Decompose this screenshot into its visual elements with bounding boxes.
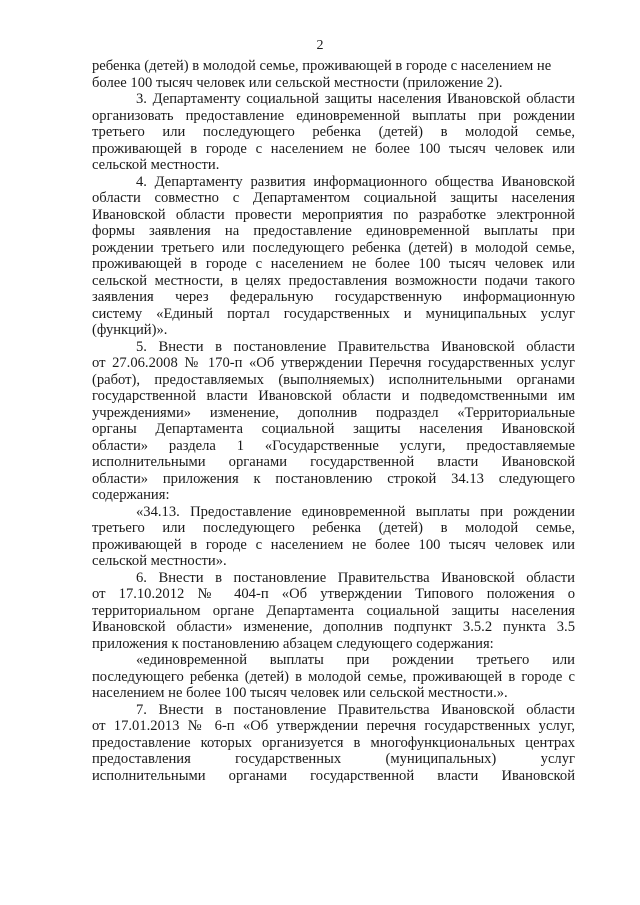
paragraph-line: государственной власти Ивановской области и подведомственными им <box>92 388 575 404</box>
paragraph-line: (работ), предоставляемых (выполняемых) исполнительными органами <box>92 371 575 388</box>
paragraph-line: (функций)». <box>92 322 168 338</box>
paragraph-line: 6. Внести в постановление Правительства Ивановской области <box>136 569 575 586</box>
paragraph-line: проживающей в городе с населением не более 100 тысяч человек или <box>92 140 575 157</box>
paragraph-line: территориальном органе Департамента социальной защиты населения <box>92 602 575 619</box>
paragraph-line: исполнительными органами государственной власти Ивановской <box>92 767 575 784</box>
paragraph-line: сельской местности. <box>92 157 220 173</box>
paragraph-line: формы заявления на предоставление единовременной выплаты при <box>92 223 575 239</box>
paragraph-line: Ивановской области провести мероприятия по разработке электронной <box>92 206 575 223</box>
paragraph-line: «единовременной выплаты при рождении третьего или <box>136 652 575 668</box>
paragraph-line: систему «Единый портал государственных и муниципальных услуг <box>92 305 575 322</box>
paragraph-line: проживающей в городе с населением не более 100 тысяч человек или <box>92 536 575 553</box>
paragraph-line: последующего ребенка (детей) в молодой семье, проживающей в городе с <box>92 668 575 685</box>
paragraph-line: сельской местности, в целях предоставления возможности подачи такого <box>92 272 575 289</box>
paragraph-line: от 17.10.2012 № 404-п «Об утверждении Типового положения о <box>92 586 575 602</box>
paragraph-line: области совместно с Департаментом социальной защиты населения <box>92 190 575 206</box>
paragraph-line: ребенка (детей) в молодой семье, проживающей в городе с населением не <box>92 58 552 74</box>
paragraph-line: заявления через федеральную государственную информационную <box>92 289 575 305</box>
paragraph-line: третьего или последующего ребенка (детей) в молодой семье, <box>92 124 575 140</box>
paragraph-line: 3. Департаменту социальной защиты населения Ивановской области <box>136 91 575 107</box>
paragraph-line: органы Департамента социальной защиты населения Ивановской <box>92 421 575 437</box>
page-number: 2 <box>316 38 324 53</box>
paragraph-line: учреждениями» изменение, дополнив подраздел «Территориальные <box>92 404 575 421</box>
document-body <box>92 58 575 784</box>
paragraph-line: приложения к постановлению абзацем следующего содержания: <box>92 635 494 652</box>
paragraph-line: организовать предоставление единовременной выплаты при рождении <box>92 107 575 124</box>
paragraph-line: 4. Департаменту развития информационного общества Ивановской <box>136 173 575 190</box>
paragraph-line: исполнительными органами государственной власти Ивановской <box>92 454 575 470</box>
paragraph-line: содержания: <box>92 487 170 503</box>
paragraph-line: третьего или последующего ребенка (детей) в молодой семье, <box>92 520 575 536</box>
paragraph-line: области» приложения к постановлению строкой 34.13 следующего <box>92 470 575 487</box>
paragraph-line: 5. Внести в постановление Правительства Ивановской области <box>136 338 575 355</box>
paragraph-line: сельской местности». <box>92 553 227 569</box>
paragraph-line: предоставления государственных (муниципальных) услуг <box>92 751 575 767</box>
paragraph-line: более 100 тысяч человек или сельской местности (приложение 2). <box>92 74 503 91</box>
paragraph-line: «34.13. Предоставление единовременной выплаты при рождении <box>136 503 575 520</box>
paragraph-line: рождении третьего или последующего ребенка (детей) в молодой семье, <box>92 239 575 256</box>
paragraph-line: от 17.01.2013 № 6-п «Об утверждении перечня государственных услуг, <box>92 718 575 734</box>
paragraph-line: 7. Внести в постановление Правительства Ивановской области <box>136 701 575 718</box>
paragraph-line: области» раздела 1 «Государственные услуги, предоставляемые <box>92 437 575 454</box>
paragraph-line: предоставление которых организуется в многофункциональных центрах <box>92 734 575 751</box>
paragraph-line: населением не более 100 тысяч человек или сельской местности.». <box>92 685 508 701</box>
paragraph-line: Ивановской области» изменение, дополнив подпункт 3.5.2 пункта 3.5 <box>92 619 575 635</box>
paragraph-line: от 27.06.2008 № 170-п «Об утверждении Перечня государственных услуг <box>92 355 575 371</box>
paragraph-line: проживающей в городе с населением не более 100 тысяч человек или <box>92 256 575 272</box>
